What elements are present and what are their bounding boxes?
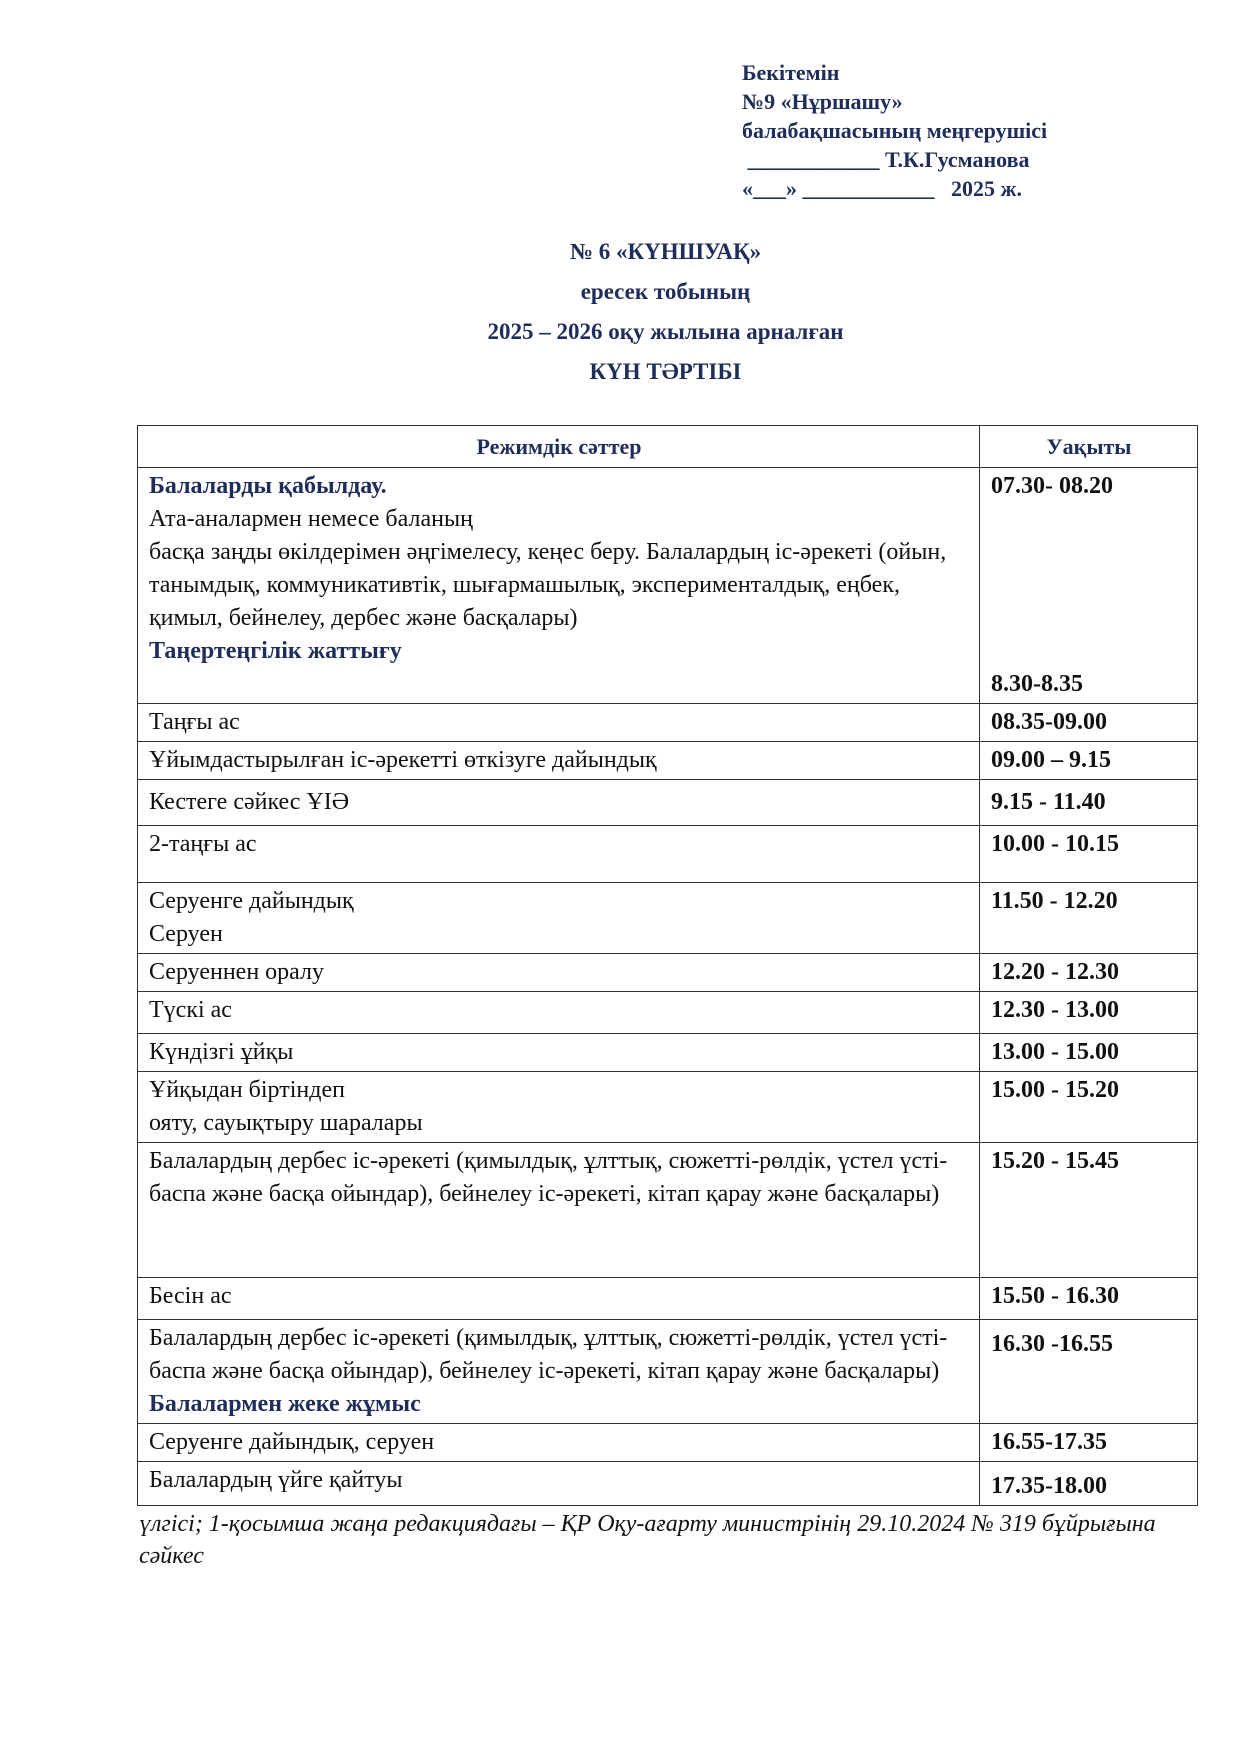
header-activity: Режимдік сәттер: [138, 426, 980, 468]
activity-heading: Балаларды қабылдау.: [149, 473, 387, 499]
table-row: [138, 954, 1198, 992]
time-cell: 12.20 - 12.30: [980, 954, 1198, 992]
table-row: [138, 1072, 1198, 1143]
approval-block: [742, 58, 1047, 203]
activity-text: Серуен: [149, 921, 223, 947]
header-time: Уақыты: [980, 426, 1198, 468]
activity-text: ояту, сауықтыру шаралары: [149, 1110, 423, 1136]
approval-line: балабақшасының меңгерушісі: [742, 118, 1048, 143]
time-cell: 12.30 - 13.00: [980, 992, 1198, 1034]
activity-cell: Серуеннен оралу: [138, 954, 980, 992]
time-cell: 08.35-09.00: [980, 704, 1198, 742]
activity-cell: Кестеге сәйкес ҰІӘ: [138, 780, 980, 826]
approval-signature-line: ____________ Т.К.Гусманова: [742, 147, 1030, 172]
table-row: [138, 1034, 1198, 1072]
activity-cell: Бесін ас: [138, 1278, 980, 1320]
table-row: [138, 1424, 1198, 1462]
activity-cell: Түскі ас: [138, 992, 980, 1034]
activity-cell: 2-таңғы ас: [138, 826, 980, 883]
activity-text: басқа заңды өкілдерімен әңгімелесу, кеңес беру. Балалардың іс-әрекеті (ойын, танымдық, коммуникативтік, шығармашылық, эксперименталдық, еңбек, қимыл, бейнелеу, дербес және басқалары): [149, 539, 947, 631]
activity-cell: Күндізгі ұйқы: [138, 1034, 980, 1072]
approval-line: Бекітемін: [742, 60, 840, 85]
table-row: [138, 1320, 1198, 1424]
time-cell: 15.20 - 15.45: [980, 1143, 1198, 1278]
activity-heading: Таңертеңгілік жаттығу: [149, 638, 402, 664]
table-row: [138, 883, 1198, 954]
title-academic-year: 2025 – 2026 оқу жылына арналған: [487, 319, 844, 344]
activity-text: Серуенге дайындық: [149, 888, 354, 914]
activity-text: Ата-аналармен немесе баланың: [149, 506, 473, 532]
activity-cell: Балалардың дербес іс-әрекеті (қимылдық, ұлттық, сюжетті-рөлдік, үстел үсті-баспа және басқа ойындар), бейнелеу іс-әрекеті, кітап қарау және басқалары): [138, 1143, 980, 1278]
footer-note: үлгісі; 1-қосымша жаңа редакциядағы – ҚР Оқу-ағарту министрінің 29.10.2024 № 319 бұйрығына сәйкес: [139, 1511, 1156, 1569]
activity-cell: [138, 1072, 980, 1143]
title-group-name: № 6 «КҮНШУАҚ»: [569, 239, 762, 264]
activity-cell: [138, 468, 980, 704]
table-row: [138, 1143, 1198, 1278]
time-cell: 13.00 - 15.00: [980, 1034, 1198, 1072]
approval-date-line: «___» ____________ 2025 ж.: [742, 176, 1022, 201]
time-cell: 11.50 - 12.20: [980, 883, 1198, 954]
activity-text: Ұйқыдан біртіндеп: [149, 1077, 345, 1103]
table-row: [138, 826, 1198, 883]
activity-text: Балалардың дербес іс-әрекеті (қимылдық, ұлттық, сюжетті-рөлдік, үстел үсті-баспа және басқа ойындар), бейнелеу іс-әрекеті, кітап қарау және басқалары): [149, 1325, 948, 1384]
time-value: 07.30- 08.20: [991, 473, 1113, 499]
time-cell: 16.55-17.35: [980, 1424, 1198, 1462]
time-cell: 10.00 - 10.15: [980, 826, 1198, 883]
time-cell: 09.00 – 9.15: [980, 742, 1198, 780]
activity-cell: Ұйымдастырылған іс-әрекетті өткізуге дайындық: [138, 742, 980, 780]
approval-line: №9 «Нұршашу»: [742, 89, 903, 114]
time-cell: 9.15 - 11.40: [980, 780, 1198, 826]
activity-cell: Таңғы ас: [138, 704, 980, 742]
table-row: [138, 992, 1198, 1034]
activity-cell: [138, 883, 980, 954]
time-cell: [980, 468, 1198, 704]
schedule-table: [137, 425, 1198, 1506]
table-row: [138, 1278, 1198, 1320]
table-row: [138, 742, 1198, 780]
activity-heading: Балалармен жеке жұмыс: [149, 1391, 421, 1417]
table-row: [138, 704, 1198, 742]
title-group-type: ересек тобының: [580, 279, 751, 304]
time-cell: 15.50 - 16.30: [980, 1278, 1198, 1320]
activity-cell: Серуенге дайындық, серуен: [138, 1424, 980, 1462]
time-cell: 15.00 - 15.20: [980, 1072, 1198, 1143]
table-row: [138, 780, 1198, 826]
document-title: [0, 232, 1241, 392]
table-header-row: [138, 426, 1198, 468]
activity-cell: Балалардың үйге қайтуы: [138, 1462, 980, 1506]
activity-cell: [138, 1320, 980, 1424]
time-cell: 17.35-18.00: [980, 1462, 1198, 1506]
time-value: 8.30-8.35: [991, 671, 1083, 697]
table-row: [138, 468, 1198, 704]
time-cell: 16.30 -16.55: [980, 1320, 1198, 1424]
table-row: [138, 1462, 1198, 1506]
title-daily-routine: КҮН ТӘРТІБІ: [589, 359, 742, 384]
